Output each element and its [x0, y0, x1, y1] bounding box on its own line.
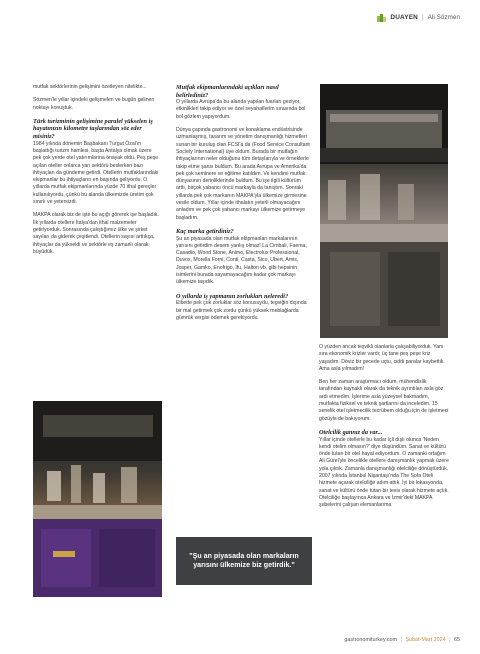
paragraph: O yıllarda Avrupa'da bu alanda yapılan fuarları geziyor, etkinlikleri takip ediyor ve özel seyahatlerim sırasında bol bol gözlem yapıyordum. — [176, 99, 306, 120]
paragraph: Elbette pek çok zorluklar söz konusuydu, tegviğin dışında bir mal getirmek çok zordu çünkü yüksek meblağlarda gümrük vergisi ödemek gerekiyordu. — [176, 300, 307, 321]
page-footer — [344, 637, 460, 643]
paragraph: MAKPA olarak biz de işte bu açığı görerek işe başladık. İlk yıllarda otellere İtalya'dan ithal malzemeler getiriyorduk. Sonrasında çalıştığımız ülke ve şirket sayıları da giderek çeşitlendi. Otellerin sayısı arttıkça, ihtiyaçlar da yükseldi ve sektörle eş zamanlı olarak büyüdük. — [33, 212, 159, 255]
column-3 — [319, 344, 450, 516]
interview-question: Otelcilik gannız da var... — [319, 428, 383, 436]
column-2 — [176, 84, 312, 328]
kitchen-photo-purple — [33, 401, 162, 597]
author-name: Ali Sözmen — [427, 14, 460, 21]
paragraph: Ben her zaman araştırmacı oldum, mühendislik tarafından kaynaklı olarak da teknik ayrıntıları asla göz ardı etmedim. İşlerime asla yüzeysel bakmadım, mutfakta fiziksel ve teknik şartlarını da inceledim. 15 senelik otel işletmecilik tecrübem olduğu için de işletmeci gözüyle de bakıyorum. — [319, 379, 449, 422]
column-1 — [33, 84, 161, 262]
header-separator: | — [422, 14, 424, 21]
paragraph: mutfak sektörlerinin gelişimini özetleyen nitelikte... — [33, 84, 147, 90]
paragraph: Şu an piyasada olan mutfak ekipmanları markalarının yarısını getirdim desem yanlış olmaz! La Cimbali, Faema, Casadio, Wood Stone, Animo, Electrolux Professional, Duvox, Morella Forni, Conti, Casta, Sico, Ubert, Amis, Josper, Gamko, Enofrigo, Ifu, Halton vb. gibi hepsinin isimlerini burada sayamayacağım kadar çok markayı ülkemize taşıdık. — [176, 235, 307, 286]
paragraph: Yıllar içinde otellerle bu kadar içli dışlı olunca 'Neden kendi otelim olmasın?' diye düşündüm. Sanat ve kültürü önde tutan bir otel hayal ediyordum. O zamanki ortağım Ali Gürel'yle öncelikle otellere danışmanlık yapmak üzere yola çıktık. Zamanla danışmanlığı otelciliğe dönüştürdük. 2007 yılında İstanbul Nişantaşı'nda The Sofa Oteli hizmete açarak otelciliğe adım attık. İyi bir lokasyonda, sanat ve kültürü önde tutan bir tesis olarak hizmete açtık. Otelciliğe başlayınca Ankara ve İzmir'deki MAKPA şubelerini çalışan elemanlarıma — [319, 436, 449, 509]
page-number: 65 — [454, 637, 460, 643]
footer-separator: | — [400, 637, 402, 643]
issue-date: Şubat-Mart 2024 — [405, 637, 446, 643]
paragraph: Dünya çapında gastronomi ve konaklama endüstrisinde uzmanlaşmış, tasarım ve yönetim danışmanlığı hizmetleri sunan bir kuruluş olan FCSI'a da (Food Service Consultant Society International) üye oldum. Burada bir mutfağın ihtiyaçlarının neler olduğunu tüm detaylarıyla ve örneklerle takip etme şansı buldum. Bu arada Avrupa ve Amerika'da pek çok seminere ve eğitime katıldım. Ve kendimi mutfak dünyasının derinliklerinde buldum. Bu işe ilgili kültürüm arttı, birçok yabancı öncü markayla da tanıştım. Sonraki yıllarda pek çok markanın MAKPA'yla ülkemize girmesine vesile oldum. Yıllar içinde ithalatın yeterli olmayacağını anladım ve pek çok yabancı markayı ülkemize getirmeye başladım. — [176, 127, 310, 221]
page-header — [377, 13, 460, 22]
section-name: DUAYEN — [390, 14, 418, 21]
paragraph: Sözmen'le yıllar içindeki gelişmeleri ve bugün gelinen noktayı konuştuk. — [33, 97, 155, 111]
interview-question: Mutfak ekipmanlarındaki açıkları nasıl belirlediniz? — [176, 84, 279, 99]
paragraph: O yüzden ancak teşvikli olanlarla çalışabiliyorduk. Yanı sıra ekonomik krizler vardı; üç tane peş peşe kriz yaşadım. Döviz bir gecede uçtu, ciddi paralar kaybettik. Ama asla yılmadım! — [319, 344, 445, 372]
duayen-logo-icon — [377, 13, 386, 22]
interview-question: Kaç marka getirdiniz? — [176, 227, 234, 235]
interview-question: O yıllarda iş yapmanın zorlukları neleredi? — [176, 292, 289, 300]
kitchen-photo-hood — [320, 84, 448, 338]
paragraph: 1984 yılında dönemin Başbakanı Turgut Özal'ın başlattığı turizm hamlesi, başta Antalya olmak üzere pek çok yerde otel yatırımlarına önayak oldu. Peş peşe açılan oteller onlarca yan sektörü beslerken bazı ihtiyaçları da gündeme getirdi. Otellerin mutfaklarındaki ekipmanlar bu ihtiyaçların en başında geliyordu. O yıllarda mutfak ekipmanlarında yüzde 70 ithal gereçler kullanılıyordu, çünkü bu alanda ülkemizde üretim çok sınırlı ve yetersizdi. — [33, 140, 159, 206]
interview-question: Türk turizminin gelişimine paralel yükselen iş hayatınızın kilometre taşlarından söz eder misiniz? — [33, 117, 153, 141]
website-link[interactable]: gastronomiturkey.com — [344, 637, 398, 643]
footer-separator: | — [449, 637, 451, 643]
pull-quote-text: "Şu an piyasada olan markaların yarısını ülkemize biz getirdik." — [189, 551, 299, 569]
pull-quote — [176, 537, 312, 585]
